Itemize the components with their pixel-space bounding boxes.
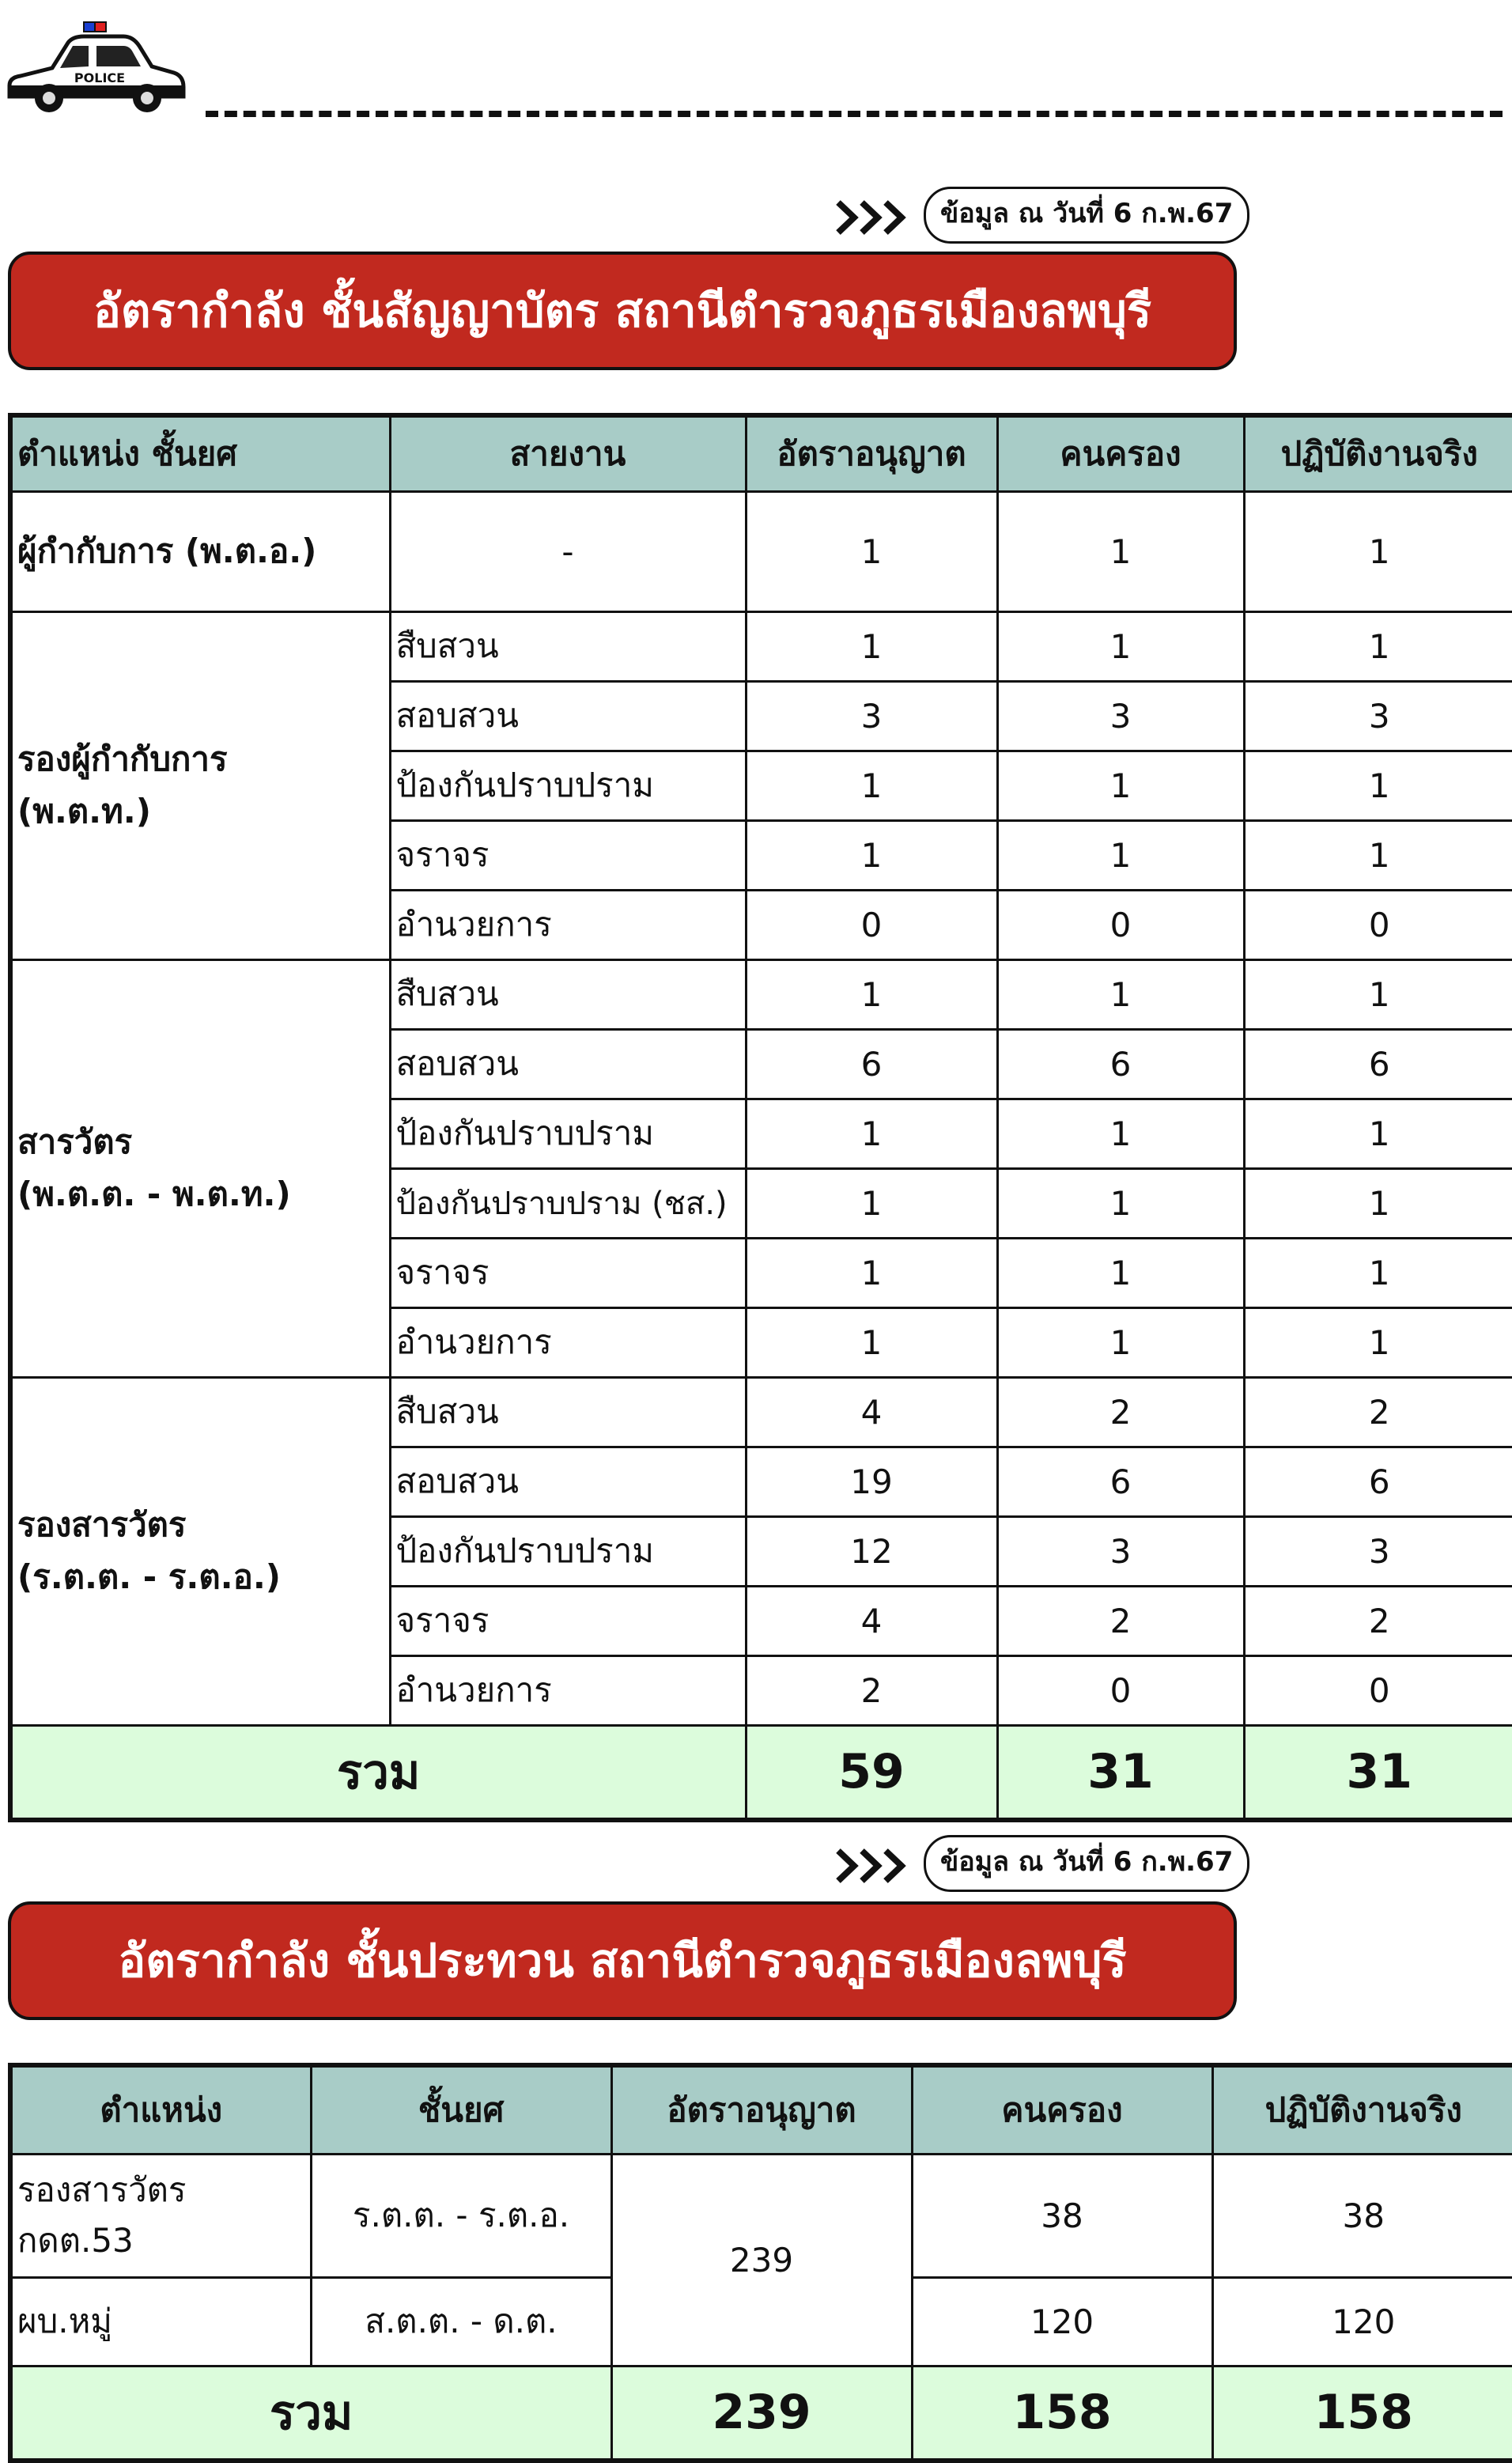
held-cell: 1 (997, 1307, 1244, 1377)
total-row (10, 1725, 1512, 1820)
actual-cell: 1 (1244, 820, 1512, 890)
table-header-row (10, 2065, 1512, 2154)
quota-cell: 1 (746, 959, 997, 1029)
held-cell: 38 (912, 2154, 1212, 2277)
line-cell: ป้องกันปราบปราม (390, 1516, 746, 1586)
date-note (835, 187, 1246, 242)
held-cell: 1 (997, 751, 1244, 820)
quota-cell: 1 (746, 1099, 997, 1168)
total-held: 31 (997, 1725, 1244, 1820)
held-cell: 1 (997, 959, 1244, 1029)
line-cell: สืบสวน (390, 1377, 746, 1447)
held-cell: 1 (997, 1099, 1244, 1168)
line-cell: อำนวยการ (390, 890, 746, 959)
col-header-quota: อัตราอนุญาต (611, 2065, 912, 2154)
table-header-row (10, 415, 1512, 491)
actual-cell: 1 (1244, 751, 1512, 820)
total-actual: 158 (1212, 2366, 1512, 2461)
line-cell: อำนวยการ (390, 1307, 746, 1377)
date-note (835, 1835, 1246, 1890)
rank-cell (10, 611, 390, 959)
held-cell: 6 (997, 1447, 1244, 1516)
date-label: ข้อมูล ณ วันที่ 6 ก.พ.67 (924, 1835, 1249, 1892)
line-cell: จราจร (390, 1586, 746, 1655)
quota-cell: 1 (746, 491, 997, 611)
triple-chevron-icon (835, 1846, 914, 1886)
line-cell: สืบสวน (390, 611, 746, 681)
total-label: รวม (10, 1725, 746, 1820)
date-label: ข้อมูล ณ วันที่ 6 ก.พ.67 (924, 187, 1249, 244)
total-row (10, 2366, 1512, 2461)
actual-cell: 0 (1244, 1655, 1512, 1725)
actual-cell: 2 (1244, 1586, 1512, 1655)
position-line-2: กดต.53 (17, 2221, 134, 2260)
held-cell: 3 (997, 1516, 1244, 1586)
actual-cell: 38 (1212, 2154, 1512, 2277)
actual-cell: 1 (1244, 1238, 1512, 1307)
col-header-position: ตำแหน่ง (10, 2065, 311, 2154)
rank-cell (10, 1377, 390, 1725)
col-header-line: สายงาน (390, 415, 746, 491)
table-row (10, 2154, 1512, 2277)
actual-cell: 1 (1244, 1099, 1512, 1168)
noncommissioned-table (8, 2063, 1512, 2463)
police-car-icon (5, 21, 187, 115)
actual-cell: 3 (1244, 681, 1512, 751)
table-row (10, 611, 1512, 681)
rank-line-1: สารวัตร (17, 1122, 133, 1161)
held-cell: 1 (997, 611, 1244, 681)
actual-cell: 1 (1244, 491, 1512, 611)
rank-cell: ส.ต.ต. - ด.ต. (311, 2277, 611, 2366)
col-header-actual: ปฏิบัติงานจริง (1212, 2065, 1512, 2154)
quota-cell: 0 (746, 890, 997, 959)
col-header-rank: ตำแหน่ง ชั้นยศ (10, 415, 390, 491)
line-cell: ป้องกันปราบปราม (390, 751, 746, 820)
quota-cell: 2 (746, 1655, 997, 1725)
quota-cell: 12 (746, 1516, 997, 1586)
col-header-rank: ชั้นยศ (311, 2065, 611, 2154)
held-cell: 1 (997, 1168, 1244, 1238)
table-row (10, 491, 1512, 611)
rank-line-2: (ร.ต.ต. - ร.ต.อ.) (17, 1557, 281, 1596)
quota-cell: 1 (746, 1168, 997, 1238)
line-cell: จราจร (390, 1238, 746, 1307)
line-cell: - (390, 491, 746, 611)
quota-cell: 1 (746, 1238, 997, 1307)
held-cell: 1 (997, 1238, 1244, 1307)
actual-cell: 1 (1244, 611, 1512, 681)
table-row (10, 1377, 1512, 1447)
position-cell (10, 2154, 311, 2277)
rank-cell (10, 959, 390, 1377)
col-header-quota: อัตราอนุญาต (746, 415, 997, 491)
held-cell: 0 (997, 890, 1244, 959)
held-cell: 120 (912, 2277, 1212, 2366)
page-header (0, 0, 1512, 134)
actual-cell: 0 (1244, 890, 1512, 959)
actual-cell: 6 (1244, 1447, 1512, 1516)
rank-line-1: รองผู้กำกับการ (17, 740, 228, 778)
actual-cell: 3 (1244, 1516, 1512, 1586)
line-cell: อำนวยการ (390, 1655, 746, 1725)
quota-cell: 1 (746, 611, 997, 681)
line-cell: สอบสวน (390, 681, 746, 751)
held-cell: 0 (997, 1655, 1244, 1725)
rank-cell: ร.ต.ต. - ร.ต.อ. (311, 2154, 611, 2277)
total-quota: 59 (746, 1725, 997, 1820)
dashed-divider (206, 111, 1503, 117)
line-cell: ป้องกันปราบปราม (390, 1099, 746, 1168)
rank-line-1: รองสารวัตร (17, 1505, 187, 1544)
quota-cell: 4 (746, 1586, 997, 1655)
col-header-held: คนครอง (912, 2065, 1212, 2154)
quota-cell: 3 (746, 681, 997, 751)
quota-cell: 6 (746, 1029, 997, 1099)
held-cell: 1 (997, 491, 1244, 611)
commissioned-table (8, 413, 1512, 1822)
position-line-1: รองสารวัตร (17, 2170, 187, 2209)
actual-cell: 1 (1244, 959, 1512, 1029)
rank-cell: ผู้กำกับการ (พ.ต.อ.) (10, 491, 390, 611)
actual-cell: 2 (1244, 1377, 1512, 1447)
line-cell: สอบสวน (390, 1029, 746, 1099)
held-cell: 2 (997, 1586, 1244, 1655)
position-cell: ผบ.หมู่ (10, 2277, 311, 2366)
actual-cell: 6 (1244, 1029, 1512, 1099)
section-title: อัตรากำลัง ชั้นสัญญาบัตร สถานีตำรวจภูธรเมืองลพบุรี (8, 252, 1237, 370)
total-label: รวม (10, 2366, 611, 2461)
line-cell: ป้องกันปราบปราม (ชส.) (390, 1168, 746, 1238)
col-header-held: คนครอง (997, 415, 1244, 491)
quota-cell: 1 (746, 820, 997, 890)
total-quota: 239 (611, 2366, 912, 2461)
quota-cell: 1 (746, 1307, 997, 1377)
held-cell: 6 (997, 1029, 1244, 1099)
quota-cell: 4 (746, 1377, 997, 1447)
triple-chevron-icon (835, 198, 914, 237)
actual-cell: 1 (1244, 1168, 1512, 1238)
svg-text:POLICE: POLICE (74, 70, 126, 85)
line-cell: สอบสวน (390, 1447, 746, 1516)
held-cell: 3 (997, 681, 1244, 751)
held-cell: 1 (997, 820, 1244, 890)
actual-cell: 1 (1244, 1307, 1512, 1377)
table-row (10, 959, 1512, 1029)
col-header-actual: ปฏิบัติงานจริง (1244, 415, 1512, 491)
quota-cell: 19 (746, 1447, 997, 1516)
actual-cell: 120 (1212, 2277, 1512, 2366)
total-actual: 31 (1244, 1725, 1512, 1820)
line-cell: จราจร (390, 820, 746, 890)
held-cell: 2 (997, 1377, 1244, 1447)
line-cell: สืบสวน (390, 959, 746, 1029)
rank-line-2: (พ.ต.ต. - พ.ต.ท.) (17, 1175, 291, 1213)
quota-cell: 239 (611, 2154, 912, 2366)
quota-cell: 1 (746, 751, 997, 820)
section-title: อัตรากำลัง ชั้นประทวน สถานีตำรวจภูธรเมืองลพบุรี (8, 1901, 1237, 2020)
rank-line-2: (พ.ต.ท.) (17, 792, 151, 830)
total-held: 158 (912, 2366, 1212, 2461)
